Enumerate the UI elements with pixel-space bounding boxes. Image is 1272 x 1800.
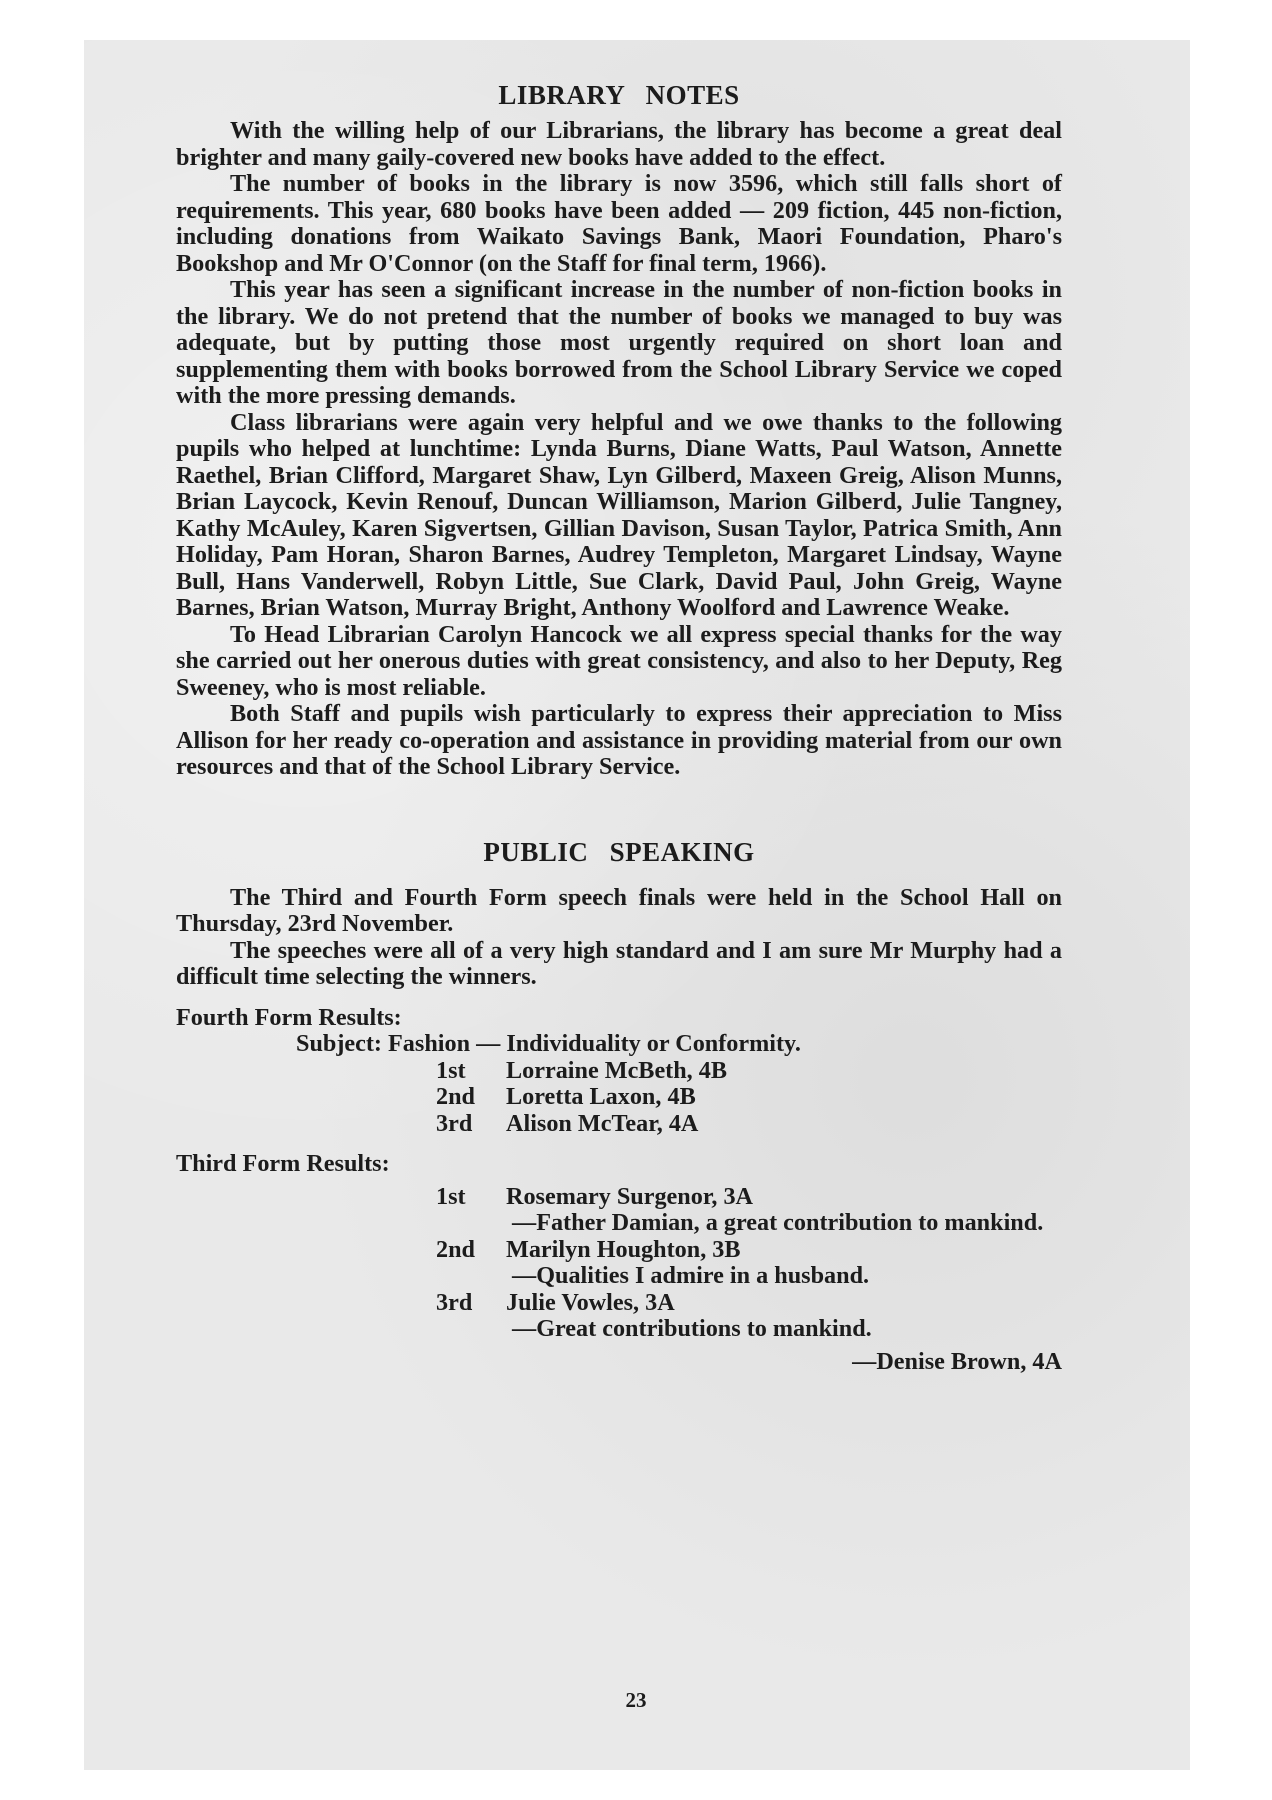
result-row (176, 1084, 1062, 1111)
result-row (176, 1184, 1062, 1211)
result-winner: Alison McTear, 4A (506, 1109, 699, 1137)
library-notes-title: LIBRARY NOTES (498, 80, 740, 110)
fourth-form-heading: Fourth Form Results: (176, 1003, 402, 1031)
result-row (176, 1237, 1062, 1264)
fourth-form-subject: Subject: Fashion — Individuality or Conformity. (296, 1030, 801, 1057)
result-winner: Julie Vowles, 3A (506, 1288, 675, 1316)
result-winner: Rosemary Surgenor, 3A (506, 1182, 754, 1210)
result-place: 1st (436, 1056, 466, 1084)
result-row (176, 1290, 1062, 1317)
result-topic: —Qualities I admire in a husband. (512, 1262, 870, 1289)
page-content (176, 80, 1062, 1375)
page-number: 23 (625, 1688, 647, 1712)
library-paragraph: With the willing help of our Librarians, the library has become a great deal brighter and many gaily-covered new books have added to the effect. (176, 117, 1062, 171)
result-place: 2nd (436, 1083, 475, 1110)
speaking-paragraph: The Third and Fourth Form speech finals were held in the School Hall on Thursday, 23rd November. (176, 883, 1062, 937)
result-winner: Loretta Laxon, 4B (506, 1083, 696, 1110)
result-row (176, 1111, 1062, 1138)
library-paragraph: This year has seen a significant increase in the number of non-fiction books in the library. We do not pretend that the number of books we managed to buy was adequate, but by putting those most urgently required on short loan and supplementing them with books borrowed from the School Library Service we coped with the more pressing demands. (176, 276, 1062, 409)
public-speaking-title: PUBLIC SPEAKING (483, 836, 755, 867)
author-signature: —Denise Brown, 4A (852, 1347, 1062, 1375)
result-place: 3rd (436, 1109, 473, 1137)
library-paragraph: To Head Librarian Carolyn Hancock we all express special thanks for the way she carried out her onerous duties with great consistency, and also to her Deputy, Reg Sweeney, who is most reliable. (176, 620, 1062, 701)
result-topic: —Father Damian, a great contribution to mankind. (512, 1209, 1044, 1236)
result-winner: Lorraine McBeth, 4B (506, 1056, 728, 1084)
result-topic: —Great contributions to mankind. (512, 1315, 872, 1342)
speaking-paragraph: The speeches were all of a very high standard and I am sure Mr Murphy had a difficult time selecting the winners. (176, 936, 1062, 990)
library-paragraph: Class librarians were again very helpful and we owe thanks to the following pupils who helped at lunchtime: Lynda Burns, Diane Watts, Paul Watson, Annette Raethel, Brian Clifford, Margaret Shaw, Lyn Gilberd, Maxeen Greig, Alison Munns, Brian Laycock, Kevin Renouf, Duncan Williamson, Marion Gilberd, Julie Tangney, Kathy McAuley, Karen Sigvertsen, Gillian Davison, Susan Taylor, Patrica Smith, Ann Holiday, Pam Horan, Sharon Barnes, Audrey Templeton, Margaret Lindsay, Wayne Bull, Hans Vanderwell, Robyn Little, Sue Clark, David Paul, John Greig, Wayne Barnes, Brian Watson, Murray Bright, Anthony Woolford and Lawrence Weake. (176, 408, 1062, 621)
library-paragraph: The number of books in the library is now 3596, which still falls short of requirements. This year, 680 books have been added — 209 fiction, 445 non-fiction, including donations from Waikato Savings Bank, Maori Foundation, Pharo's Bookshop and Mr O'Connor (on the Staff for final term, 1966). (176, 170, 1062, 277)
result-place: 1st (436, 1182, 466, 1210)
library-paragraph: Both Staff and pupils wish particularly to express their appreciation to Miss Allison for her ready co-operation and assistance in providing material from our own resources and that of the School Library Service. (176, 700, 1062, 780)
result-row (176, 1058, 1062, 1085)
result-place: 3rd (436, 1288, 473, 1316)
result-winner: Marilyn Houghton, 3B (506, 1235, 741, 1263)
third-form-heading: Third Form Results: (176, 1150, 390, 1177)
result-place: 2nd (436, 1235, 475, 1263)
third-form-results (176, 1184, 1062, 1343)
